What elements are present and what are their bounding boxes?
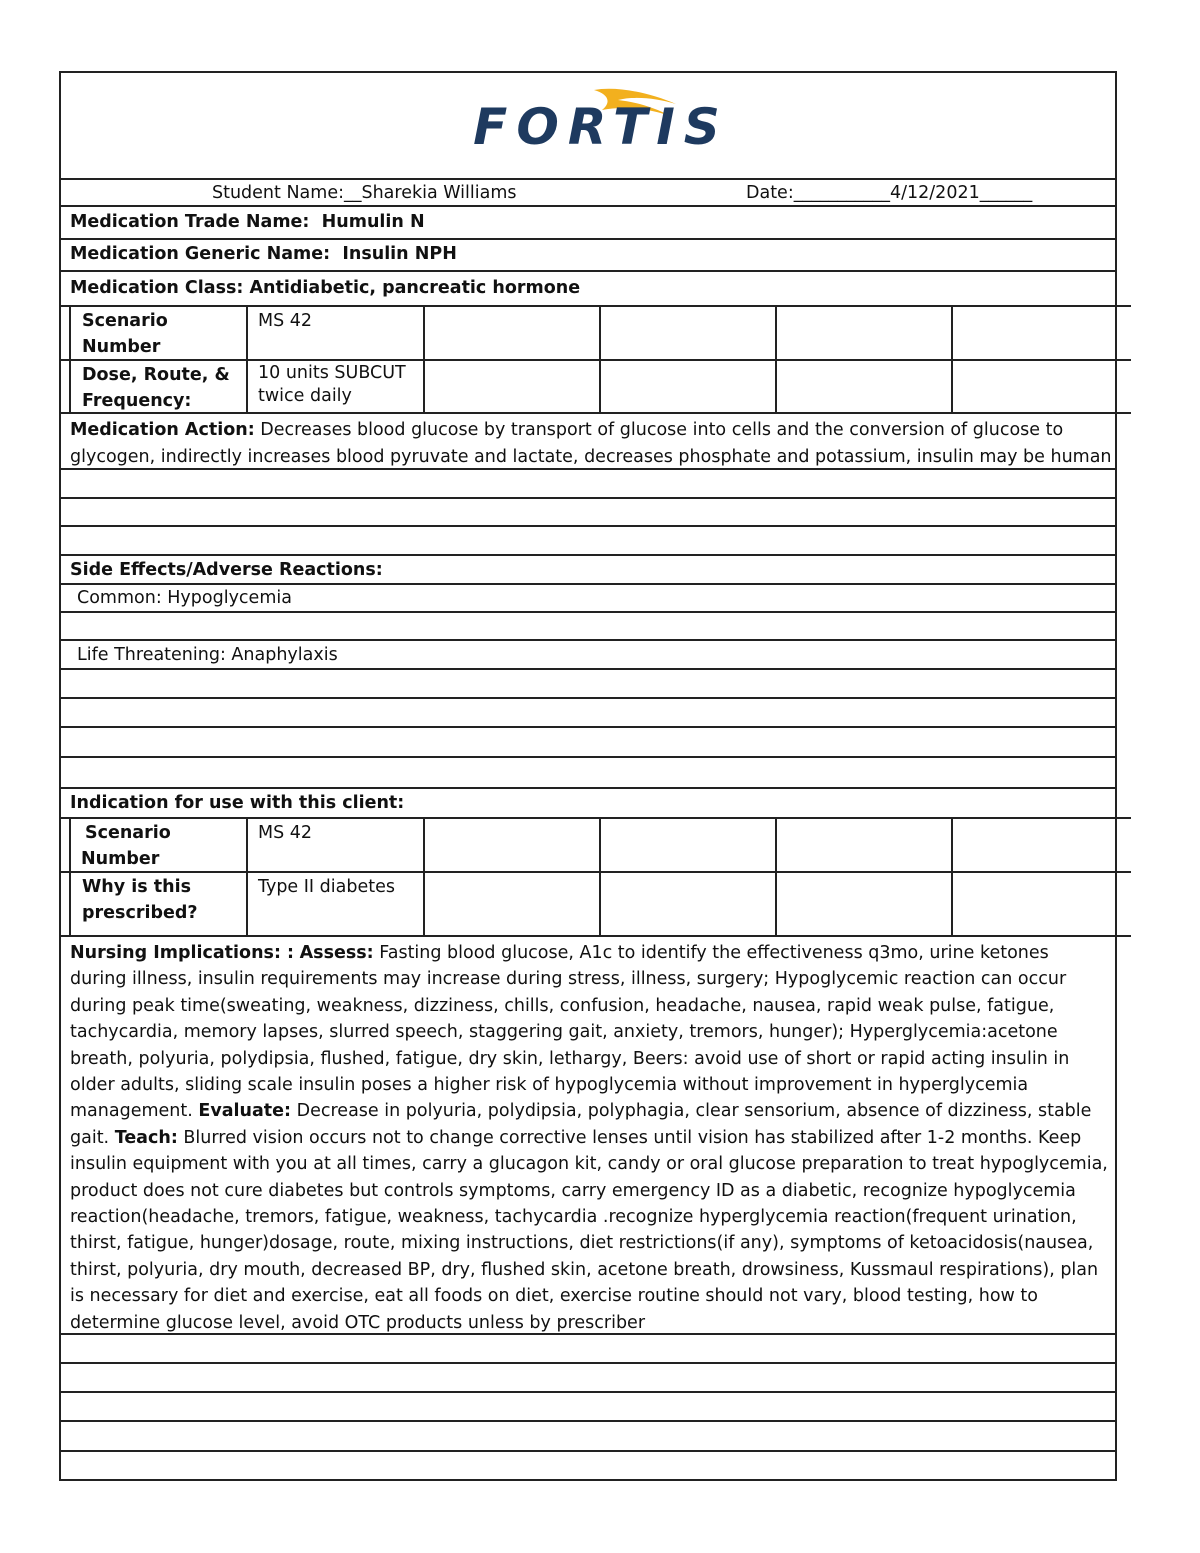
action-line-2: glycogen, indirectly increases blood pyruvate and lactate, decreases phosphate and potassium, insulin may be human <box>70 447 1112 467</box>
label-part: Dose, Route, & <box>82 365 230 385</box>
fortis-logo-graphic <box>386 84 816 154</box>
evaluate-text: Decrease in polyuria, polydipsia, polyphagia, clear sensorium, absence of dizziness, stable gait. <box>70 1101 1092 1148</box>
student-name-line <box>212 182 517 204</box>
rule <box>59 205 1117 207</box>
rule <box>59 1420 1117 1422</box>
table-border <box>423 305 425 412</box>
rule <box>59 817 1131 819</box>
side-effects-common: Common: Hypoglycemia <box>77 588 292 608</box>
fortis-logo <box>386 84 816 159</box>
rule <box>59 1391 1117 1393</box>
trade-name-label: Medication Trade Name: <box>70 212 310 232</box>
generic-name-line <box>70 243 457 265</box>
student-name-label: Student Name: <box>212 183 344 203</box>
indication-label: Indication for use with this client: <box>70 793 405 813</box>
dose-route-label <box>82 362 230 414</box>
generic-name-label: Medication Generic Name: <box>70 244 331 264</box>
value-part: twice daily <box>258 386 352 406</box>
trade-name-value: Humulin N <box>321 212 425 232</box>
teach-label: Teach: <box>114 1127 178 1148</box>
scenario-number-label <box>82 308 168 360</box>
label-part: Frequency: <box>82 391 192 411</box>
table-border <box>951 305 953 412</box>
nursing-implications <box>70 940 1110 1336</box>
date-label: Date: <box>746 183 794 203</box>
rule <box>59 697 1117 699</box>
action-text-1: Decreases blood glucose by transport of glucose into cells and the conversion of glucose to <box>260 420 1064 440</box>
nursing-label: Nursing Implications: : <box>70 943 295 963</box>
rule <box>59 639 1117 641</box>
rule <box>59 305 1131 307</box>
table-border <box>775 305 777 412</box>
table-border <box>423 817 425 935</box>
scenario-number-label-2 <box>81 820 171 872</box>
label-part: Scenario <box>82 311 168 331</box>
table-border <box>69 817 71 935</box>
why-prescribed-label <box>82 874 198 926</box>
scenario-number-value-2: MS 42 <box>258 823 313 843</box>
assess-text: Fasting blood glucose, A1c to identify the effectiveness q3mo, urine ketones during illness, insulin requirements may increase during stress, illness, surgery; Hypoglycemic reaction can occur during peak time(sweating, weakness, dizziness, chills, confusion, headache, nausea, rapid weak pulse, fatigue, tachycardia, memory lapses, slurred speech, staggering gait, anxiety, tremors, hunger); Hyperglycemia:acetone breath, polyuria, polydipsia, flushed, fatigue, dry skin, lethargy, Beers: avoid use of short or rapid acting insulin in older adults, sliding scale insulin poses a higher risk of hypoglycemia without improvement in hyperglycemia management. <box>70 943 1070 1122</box>
class-label: Medication Class: <box>70 278 244 298</box>
label-part: prescribed? <box>82 903 198 923</box>
table-border <box>246 817 248 935</box>
rule <box>59 178 1117 180</box>
rule <box>59 726 1117 728</box>
rule <box>59 554 1117 556</box>
value-part: 10 units SUBCUT <box>258 363 406 383</box>
rule <box>59 359 1131 361</box>
rule <box>59 525 1117 527</box>
date-line <box>746 182 1032 204</box>
rule <box>59 497 1117 499</box>
student-name-value: __Sharekia Williams <box>343 183 517 203</box>
side-effects-life-threatening: Life Threatening: Anaphylaxis <box>77 645 338 665</box>
table-border <box>599 305 601 412</box>
rule <box>59 1362 1117 1364</box>
table-border <box>246 305 248 412</box>
assess-label: Assess: <box>299 943 374 963</box>
rule <box>59 270 1117 272</box>
trade-name-line <box>70 211 425 233</box>
table-border <box>951 817 953 935</box>
scenario-number-value: MS 42 <box>258 311 313 331</box>
teach-text: Blurred vision occurs not to change corrective lenses until vision has stabilized after 1-2 months. Keep insulin equipment with you at all times, carry a glucagon kit, candy or oral glucose preparation to treat hypoglycemia, product does not cure diabetes but controls symptoms, carry emergency ID as a diabetic, recognize hypoglycemia reaction(headache, tremors, fatigue, weakness, tachycardia .recognize hyperglycemia reaction(frequent urination, thirst, fatigue, hunger)dosage, route, mixing instructions, diet restrictions(if any), symptoms of ketoacidosis(nausea, thirst, polyuria, dry mouth, decreased BP, dry, flushed skin, acetone breath, drowsiness, Kussmaul respirations), plan is necessary for diet and exercise, eat all foods on diet, exercise routine should not vary, blood testing, how to determine glucose level, avoid OTC products unless by prescriber <box>70 1127 1108 1333</box>
side-effects-label: Side Effects/Adverse Reactions: <box>70 560 383 580</box>
rule <box>59 871 1131 873</box>
table-border <box>599 817 601 935</box>
rule <box>59 583 1117 585</box>
dose-route-value <box>258 362 406 408</box>
logo-wordmark: FORTIS <box>473 98 729 154</box>
rule <box>59 668 1117 670</box>
date-value: ___________4/12/2021______ <box>793 183 1033 203</box>
label-part: Scenario <box>85 823 171 843</box>
table-border <box>775 817 777 935</box>
class-value: Antidiabetic, pancreatic hormone <box>249 278 581 298</box>
rule <box>59 935 1131 937</box>
table-border <box>69 305 71 412</box>
rule <box>59 787 1117 789</box>
why-prescribed-value: Type II diabetes <box>258 877 395 897</box>
evaluate-label: Evaluate: <box>198 1101 292 1122</box>
label-part: Number <box>81 849 160 869</box>
rule <box>59 756 1117 758</box>
label-part: Number <box>82 337 161 357</box>
rule <box>59 238 1117 240</box>
action-line-1 <box>70 419 1063 441</box>
action-label: Medication Action: <box>70 420 255 440</box>
generic-name-value: Insulin NPH <box>342 244 457 264</box>
rule <box>59 1450 1117 1452</box>
rule <box>59 611 1117 613</box>
rule <box>59 468 1117 470</box>
class-line <box>70 277 580 299</box>
label-part: Why is this <box>82 877 192 897</box>
